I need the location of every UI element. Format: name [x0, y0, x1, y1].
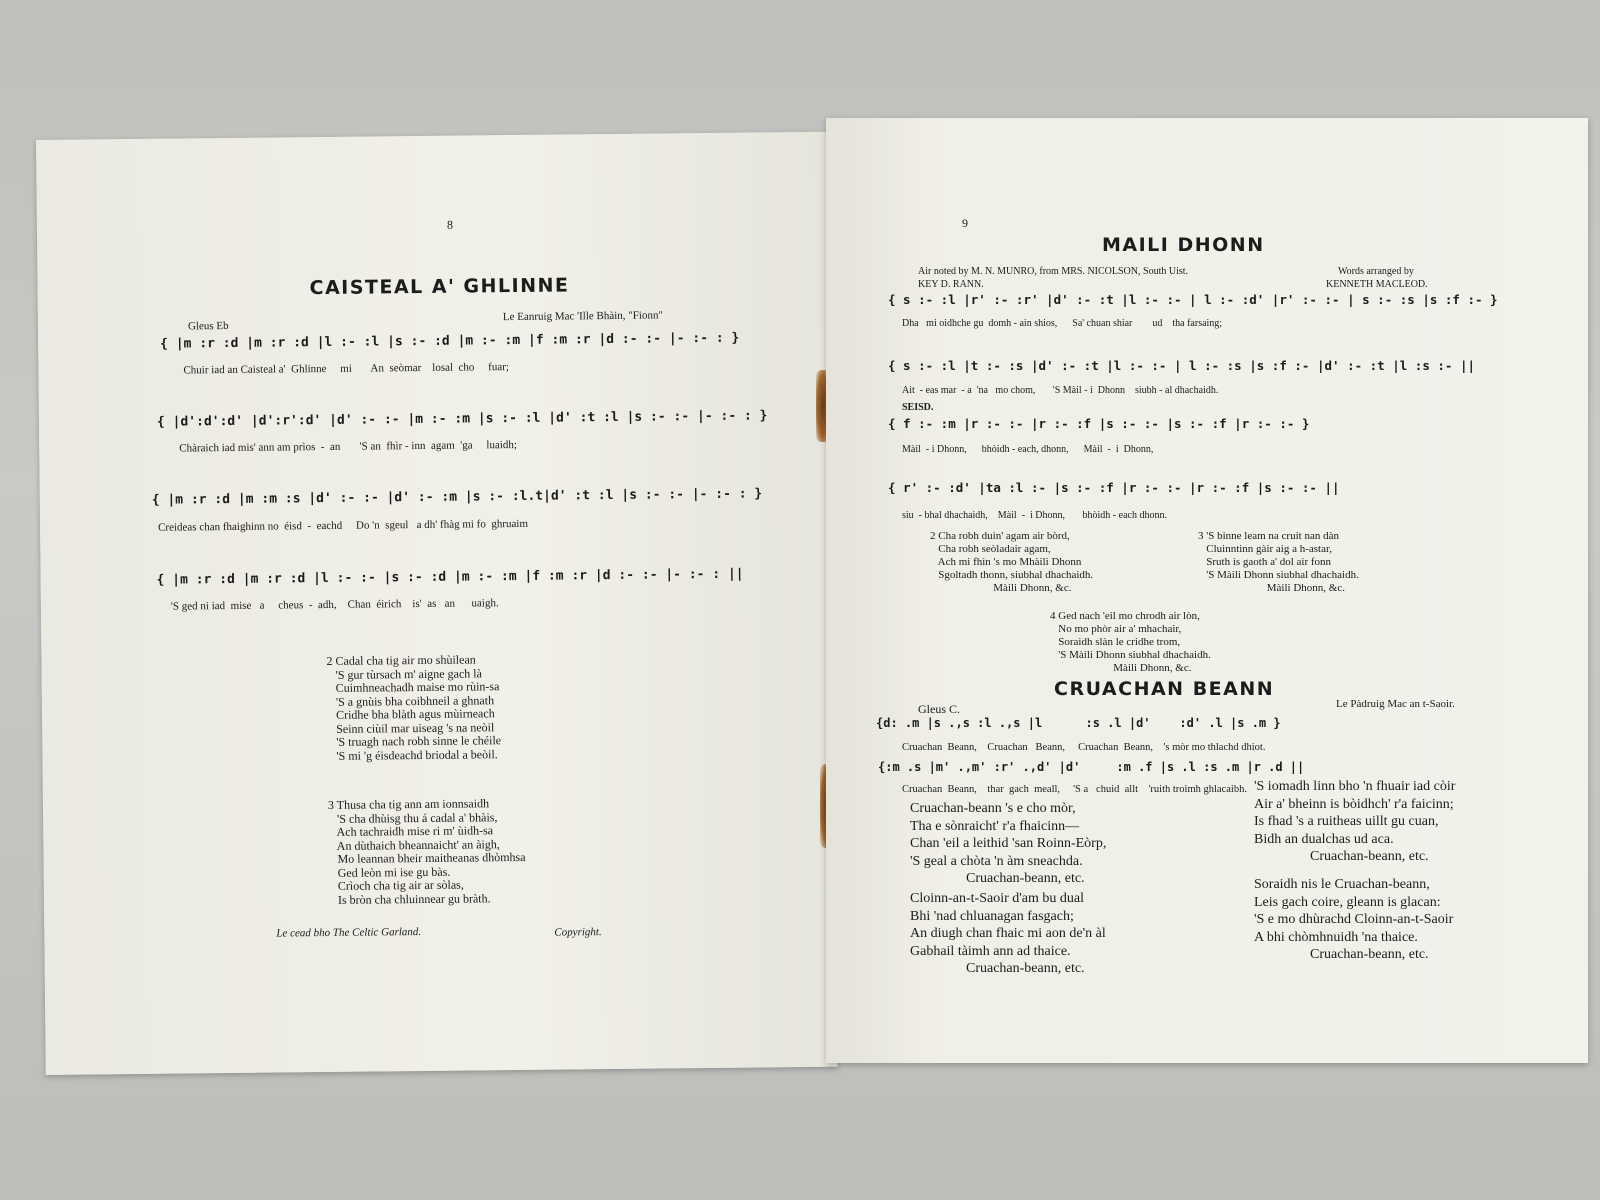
page-number: 9 — [962, 216, 968, 230]
solfa-stave: {:m .s |m' .,m' :r' .,d' |d' :m .f |s .l :s .m |r .d || — [878, 760, 1305, 774]
stave-lyrics: Dha mi oidhche gu domh - ain shios, Sa' chuan shiar ud tha farsaing; — [902, 318, 1223, 329]
key-signature: Gleus Eb — [187, 319, 229, 333]
solfa-stave: { s :- :l |t :- :s |d' :- :t |l :- :- | l :- :s |s :f :- |d' :- :t |l :s :- || — [888, 358, 1475, 373]
stave-lyrics: Cruachan Beann, Cruachan Beann, Cruachan Beann, 's mòr mo thlachd dhiot. — [902, 742, 1266, 753]
solfa-stave: { |m :r :d |m :r :d |l :- :- |s :- :d |m :- :m |f :m :r |d :- :- |- :- : || — [156, 566, 744, 588]
key-signature: Gleus C. — [918, 702, 960, 716]
solfa-stave: {d: .m |s .,s :l .,s |l :s .l |d' :d' .l |s .m } — [876, 716, 1281, 730]
stave-lyrics: 'S ged ni iad mise a cheus - adh, Chan éirich is' as an uaigh. — [170, 597, 499, 613]
author-credit: Le Eanruig Mac 'Ille Bhàin, "Fionn" — [502, 309, 663, 324]
words-credit: Words arranged by — [1338, 266, 1414, 277]
stave-lyrics: Cruachan Beann, thar gach meall, 'S a chuid allt 'ruith troimh ghlacaibh. — [902, 784, 1247, 795]
author-credit: Le Pàdruig Mac an t-Saoir. — [1336, 698, 1455, 710]
solfa-stave: { |m :r :d |m :r :d |l :- :l |s :- :d |m :- :m |f :m :r |d :- :- |- :- : } — [160, 330, 740, 352]
solfa-stave: { r' :- :d' |ta :l :- |s :- :f |r :- :- |r :- :f |s :- :- || — [888, 480, 1340, 495]
song-title: MAILI DHONN — [1102, 234, 1265, 256]
verse-3: 'S iomadh linn bho 'n fhuair iad còir Air a' bheinn is bòidhch' r'a faicinn; Is fhad 's a ruitheas uillt gu cuan, Bidh an dualchas ud aca. Cruachan-beann, etc. — [1254, 779, 1456, 864]
words-author: KENNETH MACLEOD. — [1326, 279, 1428, 290]
stave-lyrics: Ait - eas mar - a 'na mo chom, 'S Màil - i Dhonn siubh - al dhachaidh. — [902, 385, 1219, 396]
key-signature: KEY D. RANN. — [918, 279, 984, 290]
solfa-stave: { f :- :m |r :- :- |r :- :f |s :- :- |s :- :f |r :- :- } — [888, 416, 1310, 431]
stave-lyrics: Creideas chan fhaighinn no éisd - eachd Do 'n sgeul a dh' fhàg mi fo ghruaim — [158, 517, 529, 534]
right-page — [826, 118, 1588, 1063]
verse-4: 4 Ged nach 'eil mo chrodh air lòn, No mo phòr air a' mhachair, Soraidh slàn le cridhe trom, 'S Màili Dhonn siubhal dhachaidh. Màili Dhonn, &c. — [1050, 610, 1211, 674]
verse-2: 2 Cha robh duin' agam air bòrd, Cha robh seòladair agam, Ach mi fhìn 's mo Mhàili Dhonn Sgoltadh thonn, siubhal dhachaidh. Màili Dhonn, &c. — [930, 530, 1094, 594]
page-number: 8 — [446, 217, 453, 232]
left-page — [36, 132, 838, 1075]
song-title: CAISTEAL A' GHLINNE — [309, 274, 570, 300]
verse-3: 3 Thusa cha tig ann am ionnsaidh 'S cha dhùisg thu á cadal a' bhàis, Ach tachraidh mise ri m' ùidh-sa An dùthaich bheannaicht' an àigh, Mo leannan bheir maitheanas dhòmhsa Ged leòn mi ise gu bàs. Crìoch cha tig air ar sòlas, Is bròn cha chluinnear gu bràth. — [327, 796, 526, 907]
song-title: CRUACHAN BEANN — [1054, 678, 1275, 700]
verse-1: Cruachan-beann 's e cho mòr, Tha e sònraicht' r'a fhaicinn— Chan 'eil a leithid 'san Roinn-Eòrp, 'S geal a chòta 'n àm sneachda. Cruachan-beann, etc. — [910, 801, 1107, 886]
verse-4: Soraidh nis le Cruachan-beann, Leis gach coire, gleann is glacan: 'S e mo dhùrachd Cloinn-an-t-Saoir A bhi chòmhnuidh 'na thaice. Cruachan-beann, etc. — [1254, 877, 1454, 962]
credit-line: Le cead bho The Celtic Garland. — [276, 926, 422, 940]
stave-lyrics: Màil - i Dhonn, bhòidh - each, dhonn, Màil - i Dhonn, — [902, 444, 1154, 455]
verse-3: 3 'S binne leam na cruit nan dàn Cluinntinn gàir aig a h-astar, Sruth is gaoth a' dol air fonn 'S Màili Dhonn siubhal dhachaidh. Màili Dhonn, &c. — [1198, 530, 1359, 594]
stave-lyrics: Chuir iad an Caisteal a' Ghlinne mi An seòmar losal cho fuar; — [183, 361, 509, 377]
solfa-stave: { s :- :l |r' :- :r' |d' :- :t |l :- :- | l :- :d' |r' :- :- | s :- :s |s :f :- } — [888, 292, 1498, 307]
verse-2: Cloinn-an-t-Saoir d'am bu dual Bhi 'nad chluanagan fasgach; An diugh chan fhaic mi aon de'n àl Gabhail tàimh ann ad thaice. Cruachan-beann, etc. — [910, 891, 1106, 976]
air-credit: Air noted by M. N. MUNRO, from MRS. NICOLSON, South Uist. — [918, 266, 1189, 277]
stave-lyrics: siu - bhal dhachaidh, Màil - i Dhonn, bhòidh - each dhonn. — [902, 510, 1167, 521]
solfa-stave: { |d':d':d' |d':r':d' |d' :- :- |m :- :m |s :- :l |d' :t :l |s :- :- |- :- : } — [156, 408, 768, 430]
verse-2: 2 Cadal cha tig air mo shùilean 'S gur tùrsach m' aigne gach là Cuimhneachadh maise mo rùin-sa 'S a gnùis bha coibhneil a ghnath Cridhe bha blàth agus mùirneach Seinn ciùil mar uiseag 's na neòil 'S truagh nach robh sinne le chéile 'S mi 'g éisdeachd briodal a beòil. — [326, 652, 502, 763]
stave-lyrics: Chàraich iad mis' ann am prìos - an 'S an fhìr - inn agam 'ga luaidh; — [179, 438, 517, 455]
copyright: Copyright. — [554, 926, 602, 939]
solfa-stave: { |m :r :d |m :m :s |d' :- :- |d' :- :m |s :- :l.t|d' :t :l |s :- :- |- :- : } — [151, 486, 763, 508]
refrain-label: SEISD. — [902, 402, 934, 413]
